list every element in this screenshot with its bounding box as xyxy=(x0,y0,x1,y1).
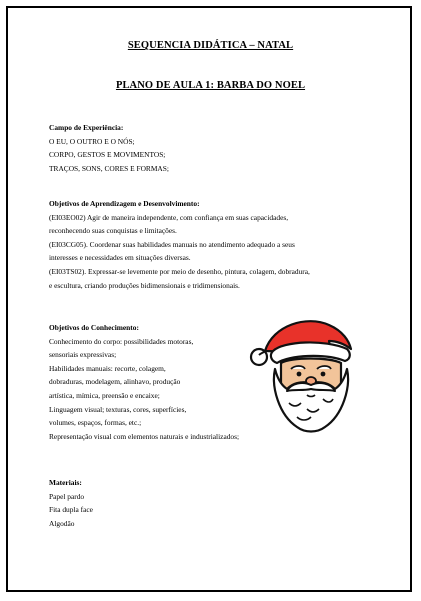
text-line: Algodão xyxy=(49,518,75,528)
section-heading: Campo de Experiência: xyxy=(49,123,124,132)
section-objetivos-aprendizagem xyxy=(49,197,389,292)
section-heading: Objetivos de Aprendizagem e Desenvolvimento: xyxy=(49,199,200,208)
text-line: (EI03TS02). Expressar-se levemente por meio de desenho, pintura, colagem, dobradura, xyxy=(49,266,310,276)
text-line: reconhecendo suas conquistas e limitações. xyxy=(49,226,177,236)
text-line: sensoriais expressivas; xyxy=(49,350,117,360)
text-line: O EU, O OUTRO E O NÓS; xyxy=(49,136,135,146)
section-materiais xyxy=(49,476,389,530)
lesson-plan-title: PLANO DE AULA 1: BARBA DO NOEL xyxy=(115,80,306,91)
section-heading: Objetivos do Conhecimento: xyxy=(49,323,139,332)
text-line: Habilidades manuais: recorte, colagem, xyxy=(49,363,166,373)
text-line: e escultura, criando produções bidimensionais e tridimensionais. xyxy=(49,280,240,290)
text-line: (EI03CG05). Coordenar suas habilidades manuais no atendimento adequado a seus xyxy=(49,239,295,249)
text-line: Conhecimento do corpo: possibilidades motoras, xyxy=(49,336,194,346)
text-line: (EI03EO02) Agir de maneira independente, com confiança em suas capacidades, xyxy=(49,212,289,222)
text-line: interesses e necessidades em situações diversas. xyxy=(49,253,191,263)
document-title: SEQUENCIA DIDÁTICA – NATAL xyxy=(127,40,294,51)
text-line: Representação visual com elementos naturais e industrializados; xyxy=(49,431,240,441)
text-line: CORPO, GESTOS E MOVIMENTOS; xyxy=(49,150,166,160)
text-line: Papel pardo xyxy=(49,491,85,501)
text-line: volumes, espaços, formas, etc.; xyxy=(49,418,142,428)
text-line: TRAÇOS, SONS, CORES E FORMAS; xyxy=(49,163,169,173)
section-campo-experiencia xyxy=(49,121,389,175)
text-line: Fita dupla face xyxy=(49,505,93,515)
text-line: dobraduras, modelagem, alinhavo, produção xyxy=(49,377,181,387)
santa-claus-face-icon xyxy=(245,311,370,436)
text-line: artística, mímica, preensão e encaixe; xyxy=(49,390,160,400)
section-heading: Materiais: xyxy=(49,478,82,487)
text-line: Linguagem visual; texturas, cores, superfícies, xyxy=(49,404,187,414)
